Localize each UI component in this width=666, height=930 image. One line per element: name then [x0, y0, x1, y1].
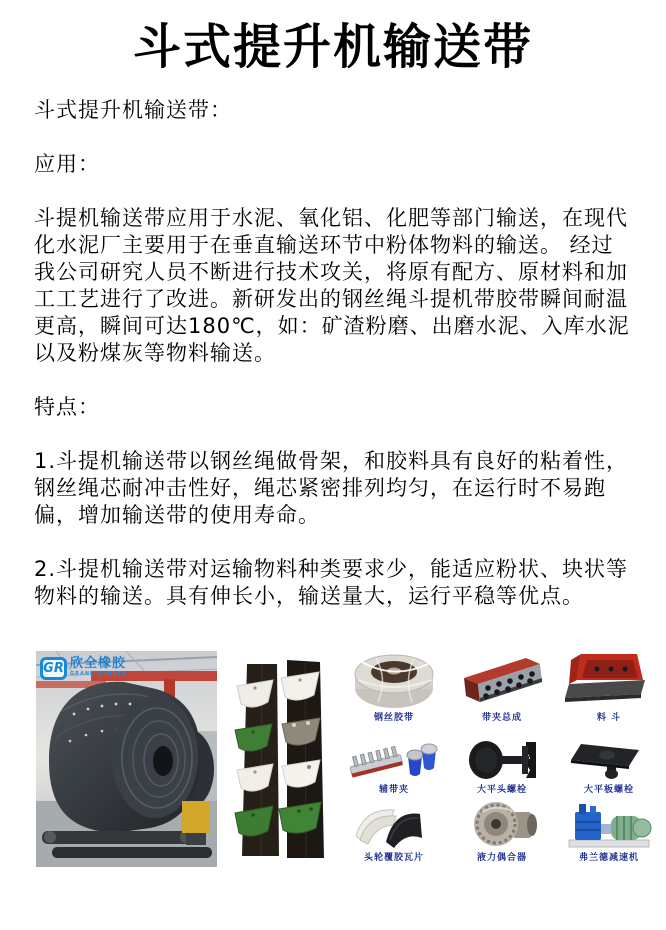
- product-caption: 钢丝胶带: [373, 713, 414, 723]
- product-caption: 料 斗: [596, 713, 622, 723]
- product-steel-wire-belt-roll: [340, 650, 448, 736]
- logo-name-cn: 欣全橡胶: [70, 656, 127, 671]
- product-caption: 大平板螺栓: [583, 785, 634, 795]
- application-paragraph: 斗提机输送带应用于水泥、氧化铝、化肥等部门输送，在现代化水泥厂主要用于在垂直输送环节中粉体物料的输送。 经过我公司研究人员不断进行技术攻关，将原有配方、原材料和加工工艺进行了改进。新研发出的钢丝绳斗提机带胶带瞬间耐温更高，瞬间可达180℃，如：矿渣粉磨、出磨水泥、入库水泥以及粉煤灰等物料输送。: [34, 206, 630, 366]
- head-wheel-rubber-tile-icon: [348, 798, 440, 850]
- company-logo: [40, 657, 127, 680]
- buckets-illustration: [227, 658, 338, 863]
- flat-head-bolt-icon: [456, 736, 548, 782]
- photo-strip: [0, 648, 666, 883]
- product-caption: 头轮覆胶瓦片: [363, 853, 424, 863]
- product-caption: 大平头螺栓: [476, 785, 527, 795]
- belt-clamp-assembly-icon: [456, 650, 548, 710]
- product-flat-head-bolt: [448, 736, 556, 798]
- flat-plate-bolt-icon: [563, 736, 655, 782]
- product-belt-clamp-assembly: [448, 650, 556, 736]
- product-fluid-coupling: [448, 798, 556, 878]
- flender-reducer-icon: [563, 798, 655, 850]
- product-caption: 辅带夹: [378, 785, 409, 795]
- body-text: [0, 97, 666, 610]
- product-flender-reducer: [556, 798, 662, 878]
- product-elevator-hopper: [556, 650, 662, 736]
- product-head-wheel-rubber-tile: [340, 798, 448, 878]
- page-title: 斗式提升机输送带: [132, 19, 533, 75]
- factory-belt-roll-photo: [36, 651, 217, 867]
- belt-roll-illustration: [36, 651, 217, 867]
- product-flat-plate-bolt: [556, 736, 662, 798]
- product-caption: 弗兰德减速机: [578, 853, 639, 863]
- product-caption: 液力偶合器: [476, 853, 527, 863]
- feature-1-paragraph: 1.斗提机输送带以钢丝绳做骨架，和胶料具有良好的粘着性，钢丝绳芯耐冲击性好，绳芯紧密排列均匀，在运行时不易跑偏，增加输送带的使用寿命。: [34, 449, 629, 528]
- logo-monogram: GR: [40, 657, 67, 680]
- features-label: 特点：: [34, 395, 100, 420]
- accessory-grid: [340, 650, 662, 878]
- fluid-coupling-icon: [456, 798, 548, 850]
- product-auxiliary-belt-clamp: [340, 736, 448, 798]
- feature-2-paragraph: 2.斗提机输送带对运输物料种类要求少，能适应粉状、块状等物料的输送。具有伸长小，输送量大，运行平稳等优点。: [34, 557, 629, 609]
- auxiliary-belt-clamp-icon: [348, 736, 440, 782]
- intro-line: 斗式提升机输送带：: [34, 98, 232, 123]
- steel-wire-belt-roll-icon: [348, 650, 440, 710]
- elevator-hopper-icon: [563, 650, 655, 710]
- application-label: 应用：: [34, 152, 100, 177]
- logo-name-en: GRAND RUBBER: [70, 671, 127, 677]
- product-caption: 带夹总成: [481, 713, 522, 723]
- elevator-buckets-photo: [227, 658, 338, 863]
